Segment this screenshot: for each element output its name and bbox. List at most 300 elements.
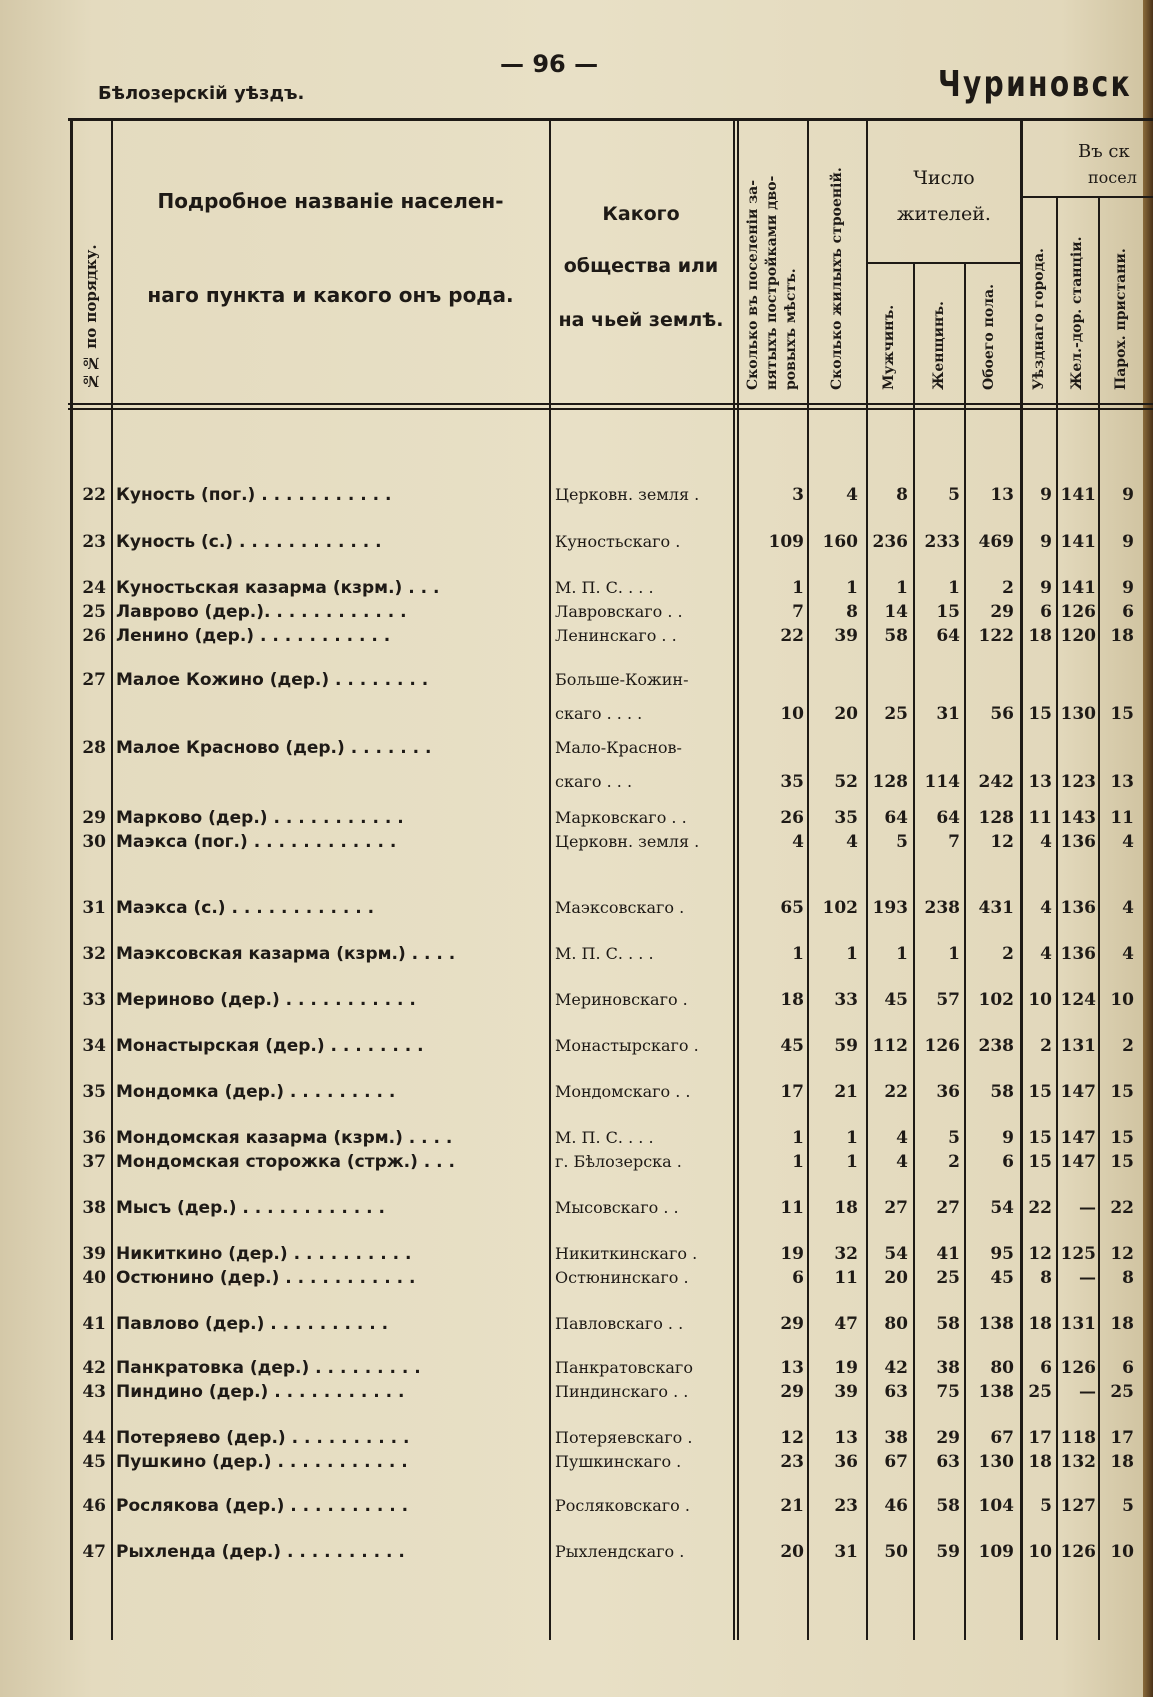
cell-community: Пиндинскаго . . [555,1382,689,1401]
cell-name: Мондомка (дер.) . . . . . . . . . [116,1082,396,1102]
cell-port: 17 [1110,1428,1134,1448]
cell-rail: 136 [1060,898,1096,918]
table-row [0,576,1153,600]
cell-sett: 12 [780,1428,804,1448]
cell-f: 64 [936,626,960,646]
cell-sett: 1 [792,1152,804,1172]
table-row [0,483,1153,507]
cell-community: Ленинскаго . . [555,626,677,645]
table-row [0,624,1153,648]
cell-port: 13 [1110,772,1134,792]
cell-town: 10 [1028,990,1052,1010]
cell-m: 193 [872,898,908,918]
cell-f: 59 [936,1542,960,1562]
cell-rail: 120 [1060,626,1096,646]
cell-rail: 141 [1060,578,1096,598]
cell-build: 4 [846,485,858,505]
cell-no: 47 [82,1542,106,1562]
cell-m: 1 [896,944,908,964]
cell-port: 10 [1110,1542,1134,1562]
distance-subrule [1022,196,1153,198]
cell-build: 19 [834,1358,858,1378]
cell-community: Куностьскаго . [555,532,681,551]
cell-sett: 1 [792,578,804,598]
cell-sett: 19 [780,1244,804,1264]
header-bottom-rule-2 [68,408,1153,410]
table-row [0,806,1153,830]
cell-name: Куность (с.) . . . . . . . . . . . . [116,532,382,552]
cell-rail: 125 [1060,1244,1096,1264]
cell-no: 41 [82,1314,106,1334]
cell-build: 11 [834,1268,858,1288]
cell-f: 63 [936,1452,960,1472]
cell-community: М. П. С. . . . [555,1128,654,1147]
cell-no: 38 [82,1198,106,1218]
cell-rail: 124 [1060,990,1096,1010]
cell-m: 50 [884,1542,908,1562]
cell-no: 46 [82,1496,106,1516]
cell-f: 5 [948,1128,960,1148]
cell-rail: 131 [1060,1036,1096,1056]
header-women: Женщинъ. [931,301,947,390]
cell-f: 238 [924,898,960,918]
cell-f: 41 [936,1244,960,1264]
cell-f: 5 [948,485,960,505]
cell-build: 36 [834,1452,858,1472]
cell-port: 18 [1110,1314,1134,1334]
cell-t: 67 [990,1428,1014,1448]
cell-port: 15 [1110,704,1134,724]
cell-no: 39 [82,1244,106,1264]
column-rule [733,120,735,1640]
header-settlements-line2: нятыхъ постройками дво- [764,175,780,390]
cell-f: 75 [936,1382,960,1402]
cell-sett: 29 [780,1314,804,1334]
cell-m: 54 [884,1244,908,1264]
cell-name: Остюнино (дер.) . . . . . . . . . . . [116,1268,416,1288]
cell-community: Росляковскаго . [555,1496,690,1515]
cell-town: 9 [1040,532,1052,552]
cell-name: Маэкса (с.) . . . . . . . . . . . . [116,898,375,918]
cell-rail: 126 [1060,602,1096,622]
table-row [0,1450,1153,1474]
cell-sett: 18 [780,990,804,1010]
cell-sett: 7 [792,602,804,622]
cell-port: 18 [1110,626,1134,646]
cell-community: Панкратовскаго [555,1358,693,1377]
header-buildings: Сколько жилыхъ строеній. [829,167,845,390]
cell-town: 6 [1040,1358,1052,1378]
cell-build: 160 [822,532,858,552]
cell-name: Павлово (дер.) . . . . . . . . . . [116,1314,389,1334]
cell-sett: 1 [792,1128,804,1148]
cell-town: 15 [1028,704,1052,724]
cell-t: 29 [990,602,1014,622]
district-title: Бѣлозерскій уѣздъ. [98,83,305,104]
cell-community-cont: скаго . . . . [555,704,643,723]
header-men: Мужчинъ. [881,304,897,390]
cell-port: 4 [1122,944,1134,964]
cell-name: Маэксовская казарма (кзрм.) . . . . [116,944,456,964]
cell-t: 128 [978,808,1014,828]
cell-f: 38 [936,1358,960,1378]
cell-sett: 21 [780,1496,804,1516]
cell-town: 18 [1028,1452,1052,1472]
cell-sett: 23 [780,1452,804,1472]
cell-name: Рыхленда (дер.) . . . . . . . . . . [116,1542,405,1562]
cell-rail: 147 [1060,1128,1096,1148]
cell-m: 42 [884,1358,908,1378]
cell-t: 242 [978,772,1014,792]
cell-town: 12 [1028,1244,1052,1264]
header-rail: Жел.-дор. станціи. [1069,236,1085,390]
cell-rail: 132 [1060,1452,1096,1472]
cell-build: 47 [834,1314,858,1334]
cell-build: 32 [834,1244,858,1264]
cell-f: 29 [936,1428,960,1448]
cell-name: Панкратовка (дер.) . . . . . . . . . [116,1358,421,1378]
cell-t: 9 [1002,1128,1014,1148]
cell-port: 15 [1110,1128,1134,1148]
cell-t: 45 [990,1268,1014,1288]
cell-sett: 109 [768,532,804,552]
volost-title: Чуриновск [938,64,1133,105]
cell-no: 30 [82,832,106,852]
cell-town: 15 [1028,1152,1052,1172]
cell-community: Монастырскаго . [555,1036,699,1055]
cell-build: 31 [834,1542,858,1562]
column-rule [737,120,739,1640]
cell-no: 24 [82,578,106,598]
cell-community: Остюнинскаго . [555,1268,689,1287]
cell-rail: — [1079,1198,1096,1218]
cell-sett: 3 [792,485,804,505]
cell-no: 36 [82,1128,106,1148]
cell-port: 15 [1110,1082,1134,1102]
header-community-line2: общества или [563,255,719,277]
cell-f: 31 [936,704,960,724]
cell-m: 4 [896,1128,908,1148]
cell-no: 22 [82,485,106,505]
cell-f: 1 [948,578,960,598]
table-top-rule [68,118,1153,121]
cell-rail: 147 [1060,1082,1096,1102]
cell-rail: 118 [1060,1428,1096,1448]
cell-build: 59 [834,1036,858,1056]
cell-no: 23 [82,532,106,552]
cell-name: Мондомская сторожка (стрж.) . . . [116,1152,456,1172]
cell-t: 2 [1002,578,1014,598]
header-name-line2: наго пункта и какого онъ рода. [147,283,514,307]
cell-community: Рыхлендскаго . [555,1542,685,1561]
cell-rail: 136 [1060,832,1096,852]
cell-f: 58 [936,1496,960,1516]
cell-sett: 45 [780,1036,804,1056]
header-port: Парох. пристани. [1113,248,1129,390]
cell-no: 44 [82,1428,106,1448]
cell-f: 233 [924,532,960,552]
cell-f: 7 [948,832,960,852]
table-row [0,1312,1153,1336]
cell-t: 56 [990,704,1014,724]
cell-sett: 13 [780,1358,804,1378]
cell-f: 57 [936,990,960,1010]
cell-name: Мондомская казарма (кзрм.) . . . . [116,1128,453,1148]
cell-m: 5 [896,832,908,852]
cell-town: 13 [1028,772,1052,792]
cell-community: Мысовскаго . . [555,1198,679,1217]
table-row [0,668,1153,724]
cell-community-cont: скаго . . . [555,772,633,791]
cell-f: 126 [924,1036,960,1056]
cell-sett: 35 [780,772,804,792]
cell-rail: 141 [1060,532,1096,552]
cell-t: 54 [990,1198,1014,1218]
cell-t: 104 [978,1496,1014,1516]
cell-rail: 131 [1060,1314,1096,1334]
cell-m: 46 [884,1496,908,1516]
cell-f: 58 [936,1314,960,1334]
cell-rail: 136 [1060,944,1096,964]
cell-no: 35 [82,1082,106,1102]
table-row [0,1494,1153,1518]
cell-build: 39 [834,1382,858,1402]
cell-sett: 1 [792,944,804,964]
cell-sett: 11 [780,1198,804,1218]
cell-port: 22 [1110,1198,1134,1218]
cell-m: 14 [884,602,908,622]
header-settlements-line3: ровыхъ мѣстъ. [783,268,799,390]
cell-m: 236 [872,532,908,552]
cell-m: 80 [884,1314,908,1334]
cell-build: 52 [834,772,858,792]
cell-m: 45 [884,990,908,1010]
cell-sett: 20 [780,1542,804,1562]
cell-port: 9 [1122,532,1134,552]
cell-no: 31 [82,898,106,918]
cell-t: 58 [990,1082,1014,1102]
cell-port: 2 [1122,1036,1134,1056]
cell-town: 2 [1040,1036,1052,1056]
cell-m: 63 [884,1382,908,1402]
cell-name: Мысъ (дер.) . . . . . . . . . . . . [116,1198,386,1218]
cell-no: 45 [82,1452,106,1472]
cell-community: Марковскаго . . [555,808,687,827]
cell-rail: 126 [1060,1358,1096,1378]
cell-rail: 127 [1060,1496,1096,1516]
column-rule [807,120,809,1640]
cell-no: 26 [82,626,106,646]
table-row [0,736,1153,792]
cell-f: 15 [936,602,960,622]
cell-f: 25 [936,1268,960,1288]
cell-no: 32 [82,944,106,964]
cell-name: Малое Кожино (дер.) . . . . . . . . [116,670,429,690]
cell-community: Павловскаго . . [555,1314,684,1333]
cell-community: Церковн. земля . [555,832,700,851]
cell-port: 15 [1110,1152,1134,1172]
cell-sett: 10 [780,704,804,724]
cell-t: 138 [978,1382,1014,1402]
cell-community: Мондомскаго . . [555,1082,691,1101]
header-distance-line1: Въ ск [1078,141,1130,162]
cell-name: Ленино (дер.) . . . . . . . . . . . [116,626,391,646]
cell-rail: 143 [1060,808,1096,828]
cell-sett: 6 [792,1268,804,1288]
cell-no: 29 [82,808,106,828]
table-row [0,1126,1153,1150]
cell-community: Больше-Кожин- [555,670,689,689]
cell-t: 431 [978,898,1014,918]
table-row [0,1426,1153,1450]
cell-f: 2 [948,1152,960,1172]
cell-build: 20 [834,704,858,724]
page-number: — 96 — [500,50,599,78]
cell-m: 25 [884,704,908,724]
cell-t: 130 [978,1452,1014,1472]
cell-build: 1 [846,1128,858,1148]
cell-community: Мериновскаго . [555,990,688,1009]
cell-build: 13 [834,1428,858,1448]
cell-name: Монастырская (дер.) . . . . . . . . [116,1036,424,1056]
cell-community: г. Бѣлозерска . [555,1152,682,1171]
cell-build: 1 [846,944,858,964]
cell-name: Потеряево (дер.) . . . . . . . . . . [116,1428,410,1448]
column-rule [1020,120,1023,1640]
cell-port: 5 [1122,1496,1134,1516]
cell-build: 1 [846,1152,858,1172]
cell-rail: — [1079,1268,1096,1288]
cell-t: 13 [990,485,1014,505]
cell-no: 25 [82,602,106,622]
cell-town: 9 [1040,485,1052,505]
header-inhabitants-line2: жителей. [897,203,991,225]
cell-community: М. П. С. . . . [555,578,654,597]
cell-sett: 17 [780,1082,804,1102]
cell-sett: 22 [780,626,804,646]
cell-build: 4 [846,832,858,852]
cell-community: Никиткинскаго . [555,1244,698,1263]
cell-community: Мало-Краснов- [555,738,682,757]
cell-town: 10 [1028,1542,1052,1562]
cell-town: 17 [1028,1428,1052,1448]
cell-port: 10 [1110,990,1134,1010]
table-row [0,1540,1153,1564]
cell-town: 6 [1040,602,1052,622]
cell-build: 35 [834,808,858,828]
cell-m: 128 [872,772,908,792]
cell-sett: 4 [792,832,804,852]
cell-t: 2 [1002,944,1014,964]
cell-build: 8 [846,602,858,622]
cell-port: 4 [1122,898,1134,918]
cell-town: 4 [1040,832,1052,852]
cell-town: 5 [1040,1496,1052,1516]
cell-rail: 126 [1060,1542,1096,1562]
cell-m: 20 [884,1268,908,1288]
cell-town: 15 [1028,1082,1052,1102]
cell-m: 112 [872,1036,908,1056]
cell-m: 1 [896,578,908,598]
cell-port: 6 [1122,1358,1134,1378]
cell-f: 114 [924,772,960,792]
cell-port: 12 [1110,1244,1134,1264]
cell-no: 43 [82,1382,106,1402]
cell-rail: — [1079,1382,1096,1402]
cell-name: Рослякова (дер.) . . . . . . . . . . [116,1496,409,1516]
cell-name: Мериново (дер.) . . . . . . . . . . . [116,990,416,1010]
table-row [0,1034,1153,1058]
cell-no: 28 [82,738,106,758]
cell-town: 9 [1040,578,1052,598]
header-number: №№ по порядку. [82,244,100,390]
cell-community: Потеряевскаго . [555,1428,693,1447]
cell-community: М. П. С. . . . [555,944,654,963]
cell-port: 9 [1122,485,1134,505]
cell-port: 11 [1110,808,1134,828]
table-row [0,1150,1153,1174]
cell-m: 22 [884,1082,908,1102]
cell-name: Марково (дер.) . . . . . . . . . . . [116,808,404,828]
cell-f: 64 [936,808,960,828]
cell-f: 27 [936,1198,960,1218]
header-name-line1: Подробное названіе населен- [157,189,504,213]
cell-town: 22 [1028,1198,1052,1218]
cell-rail: 130 [1060,704,1096,724]
cell-build: 39 [834,626,858,646]
cell-t: 469 [978,532,1014,552]
cell-f: 1 [948,944,960,964]
cell-build: 1 [846,578,858,598]
cell-town: 11 [1028,808,1052,828]
table-row [0,1242,1153,1266]
cell-port: 4 [1122,832,1134,852]
header-settlements-line1: Сколько въ поселеніи за- [745,179,761,390]
cell-m: 64 [884,808,908,828]
header-inhabitants-line1: Число [913,167,975,189]
cell-t: 95 [990,1244,1014,1264]
cell-rail: 147 [1060,1152,1096,1172]
cell-town: 8 [1040,1268,1052,1288]
table-row [0,1196,1153,1220]
cell-community: Лавровскаго . . [555,602,683,621]
header-community-line3: на чьей землѣ. [558,309,724,331]
header-both: Обоего пола. [981,284,997,390]
table-row [0,1380,1153,1404]
cell-no: 40 [82,1268,106,1288]
cell-t: 238 [978,1036,1014,1056]
cell-community: Маэксовскаго . [555,898,685,917]
table-row [0,942,1153,966]
table-row [0,988,1153,1012]
cell-port: 18 [1110,1452,1134,1472]
cell-m: 8 [896,485,908,505]
table-row [0,1266,1153,1290]
header-community-line1: Какого [602,203,680,225]
table-row [0,530,1153,554]
cell-name: Маэкса (пог.) . . . . . . . . . . . . [116,832,397,852]
cell-name: Никиткино (дер.) . . . . . . . . . . [116,1244,412,1264]
cell-build: 33 [834,990,858,1010]
cell-town: 4 [1040,898,1052,918]
cell-build: 21 [834,1082,858,1102]
cell-port: 25 [1110,1382,1134,1402]
cell-port: 8 [1122,1268,1134,1288]
table-row [0,896,1153,920]
cell-name: Малое Красново (дер.) . . . . . . . [116,738,432,758]
cell-t: 109 [978,1542,1014,1562]
cell-t: 6 [1002,1152,1014,1172]
